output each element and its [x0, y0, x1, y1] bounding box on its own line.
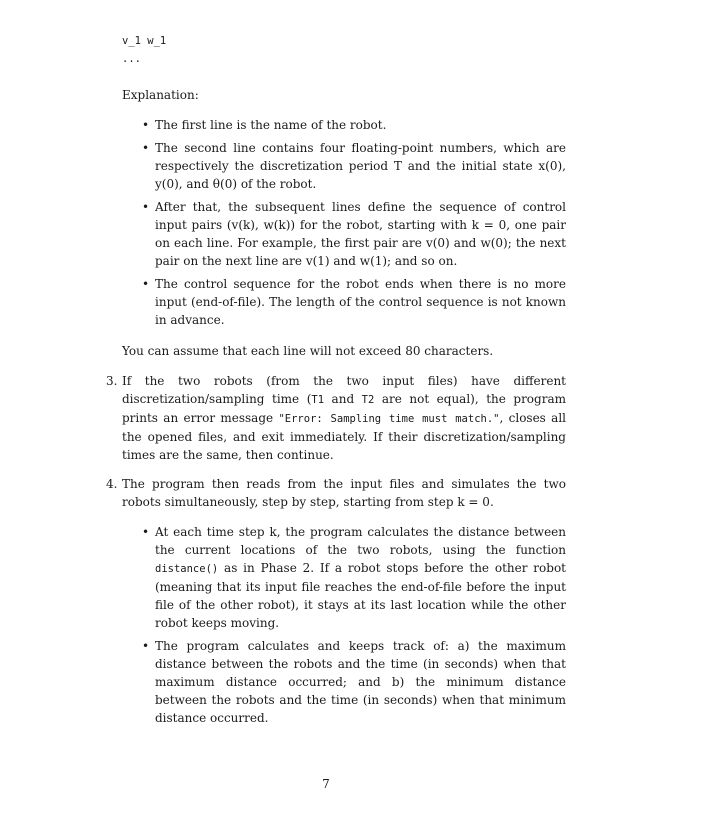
- line-length-note: You can assume that each line will not exceed 80 characters.: [122, 344, 494, 358]
- explanation-bullet-list: [138, 116, 566, 329]
- list-item: [138, 139, 566, 193]
- code-line-ellipsis: ...: [122, 53, 141, 65]
- bullet-text-b: as in Phase 2. If a robot stops before the other robot (meaning that its input file reaches the end-of-file before the input file of the other robot), it stays at its last location while the other robot keeps moving.: [155, 561, 566, 630]
- item-3-body: [122, 372, 566, 464]
- explanation-heading: Explanation:: [122, 88, 199, 102]
- bullet-text: The second line contains four floating-point numbers, which are respectively the discretization period T and the initial state x(0), y(0), and θ(0) of the robot.: [155, 141, 566, 191]
- list-item: [138, 637, 566, 727]
- code-t1: T1: [311, 394, 325, 406]
- bullet-text: The program calculates and keeps track of: a) the maximum distance between the robots and the time (in seconds) when that maximum distance occurred; and b) the minimum distance between the robots and the time (in seconds) when that minimum distance occurred.: [155, 639, 566, 725]
- bullet-icon: •: [142, 525, 150, 539]
- bullet-icon: •: [142, 118, 150, 132]
- item-number: 3.: [106, 374, 118, 388]
- bullet-text: After that, the subsequent lines define the sequence of control input pairs (v(k), w(k)) for the robot, starting with k = 0, one pair on each line. For example, the first pair are v(0) and w(0); the next pair on the next line are v(1) and w(1); and so on.: [155, 200, 566, 268]
- bullet-text-a: At each time step k, the program calculates the distance between the current locations of the two robots, using the function: [155, 525, 566, 557]
- list-item: [138, 275, 566, 329]
- list-item: [138, 116, 566, 134]
- distance-function-code: distance(): [155, 563, 219, 575]
- bullet-icon: •: [142, 639, 150, 653]
- bullet-text: The first line is the name of the robot.: [155, 118, 387, 132]
- item-3-text-c: are not equal), the program prints an error message: [122, 392, 566, 425]
- bullet-icon: •: [142, 277, 150, 291]
- simulation-bullet-list: [138, 523, 566, 727]
- item-3-text-a: If the two robots (from the two input files) have different discretization/sampling time (: [122, 374, 566, 406]
- numbered-item-4: [106, 475, 566, 511]
- item-4-body: The program then reads from the input files and simulates the two robots simultaneously, step by step, starting from step k = 0.: [122, 477, 566, 509]
- numbered-item-3: [106, 372, 566, 464]
- bullet-icon: •: [142, 200, 150, 214]
- code-t2: T2: [361, 394, 375, 406]
- code-line-v1-w1: v_1 w_1: [122, 35, 167, 47]
- bullet-text: The control sequence for the robot ends when there is no more input (end-of-file). The length of the control sequence is not known in advance.: [155, 277, 566, 327]
- item-3-text-b: and: [324, 392, 362, 406]
- error-message-code: "Error: Sampling time must match.": [278, 413, 500, 425]
- list-item: [138, 198, 566, 270]
- item-number: 4.: [106, 477, 118, 491]
- bullet-icon: •: [142, 141, 150, 155]
- item-3-text-d: , closes all the opened files, and exit immediately. If their discretization/sampling times are the same, then continue.: [122, 411, 566, 462]
- page-number: 7: [322, 777, 330, 791]
- list-item: [138, 523, 566, 632]
